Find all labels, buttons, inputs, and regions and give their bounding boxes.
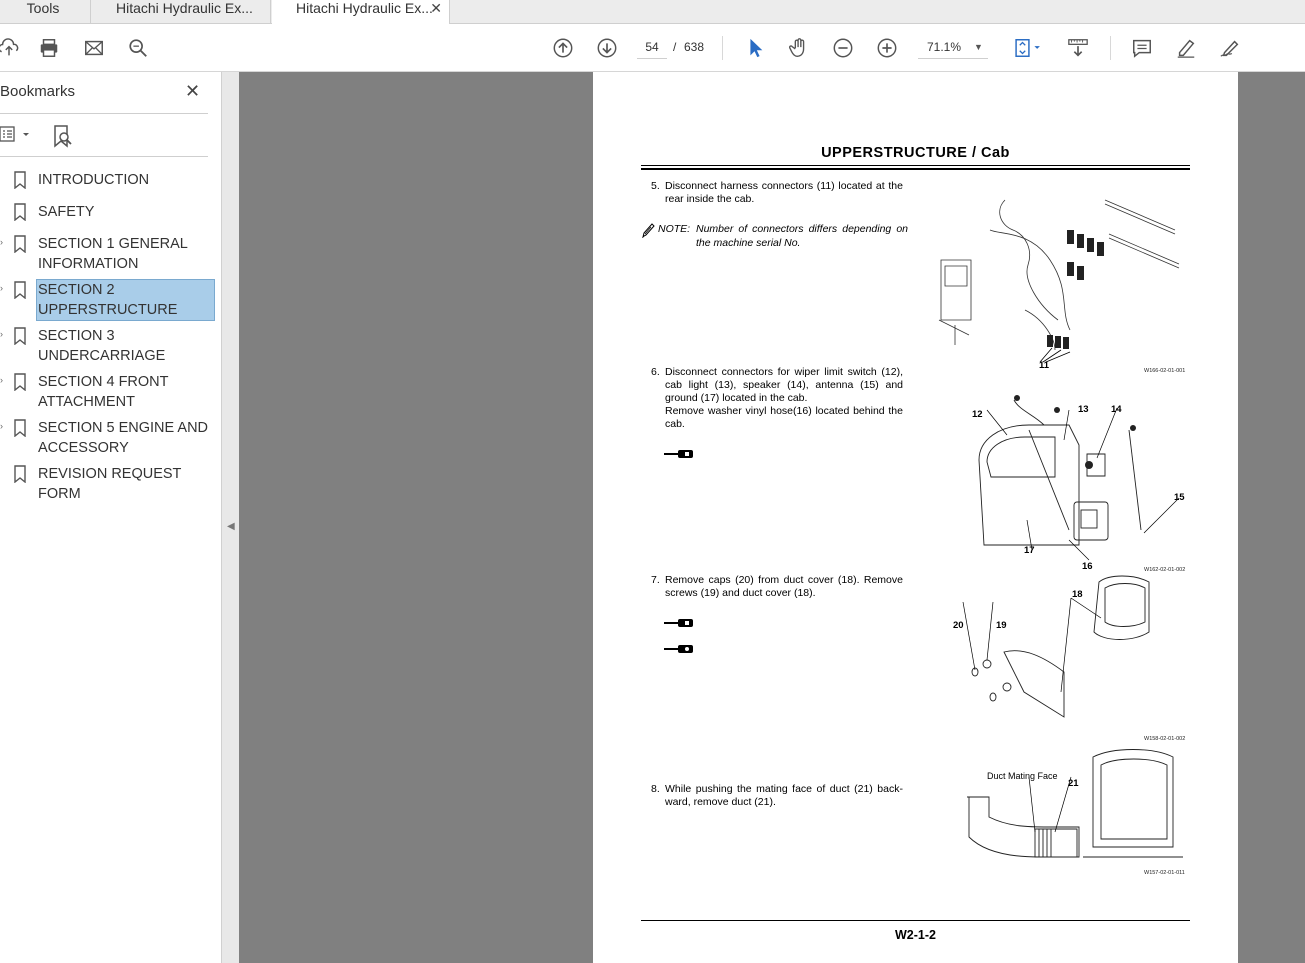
close-icon[interactable]: ✕ [185, 81, 201, 101]
bookmark-label: SECTION 1 GENERAL INFORMATION [38, 236, 188, 272]
toolbar-divider [1110, 36, 1111, 60]
title-rule [641, 165, 1190, 166]
step-number: 6. [651, 366, 660, 378]
bookmark-label: REVISION REQUEST FORM [38, 466, 182, 502]
callout-21: 21 [1068, 778, 1079, 789]
divider [0, 156, 208, 157]
document-page [593, 72, 1238, 963]
wrench-icon [664, 615, 694, 633]
zoom-out-icon[interactable] [831, 36, 855, 60]
callout-11: 11 [1039, 360, 1050, 371]
figure-code: W158-02-01-002 [1144, 736, 1186, 742]
fit-page-icon[interactable] [1011, 36, 1045, 60]
zoom-select[interactable] [918, 36, 988, 59]
footer-rule [641, 920, 1190, 921]
bookmark-icon [14, 327, 26, 350]
callout-duct-mating-face: Duct Mating Face [987, 771, 1058, 781]
step-5 [651, 180, 903, 206]
callout-17: 17 [1024, 545, 1035, 556]
zoom-value: 71.1% [927, 40, 962, 54]
page-down-icon[interactable] [595, 36, 619, 60]
step-text-2: Remove washer vinyl hose(16) located behind the cab. [665, 405, 903, 430]
print-icon[interactable] [37, 36, 61, 60]
figure-code: W162-02-01-002 [1144, 567, 1186, 573]
panel-splitter[interactable] [222, 72, 239, 963]
bookmarks-title: Bookmarks [0, 83, 76, 100]
find-bookmark-icon[interactable] [52, 124, 74, 153]
chevron-right-icon[interactable]: › [0, 283, 3, 293]
tab-tools-label: Tools [26, 0, 60, 16]
tab-tools[interactable] [0, 0, 91, 23]
pencil-icon [641, 222, 655, 242]
chevron-right-icon[interactable]: › [0, 237, 3, 247]
callout-15: 15 [1174, 492, 1185, 503]
bookmark-label: SECTION 2 UPPERSTRUCTURE [37, 280, 214, 320]
step-text: Remove caps (20) from duct cover (18). Remove screws (19) and duct cover (18). [665, 574, 903, 599]
bookmark-label: SAFETY [38, 204, 95, 220]
bookmark-icon [14, 235, 26, 258]
step-8 [651, 783, 903, 809]
step-text: Disconnect harness connectors (11) located at the rear inside the cab. [665, 180, 903, 205]
bookmark-label: INTRODUCTION [38, 172, 150, 188]
zoom-in-icon[interactable] [875, 36, 899, 60]
callout-12: 12 [972, 409, 983, 420]
figure-code: W166-02-01-001 [1144, 368, 1186, 374]
step-7 [651, 574, 903, 600]
wrench-icon [664, 446, 694, 464]
bookmark-label: SECTION 5 ENGINE AND ACCESSORY [38, 420, 209, 456]
select-arrow-icon[interactable] [743, 36, 767, 60]
tab-document-2[interactable] [272, 0, 450, 24]
page-total: 638 [684, 40, 705, 54]
bookmark-icon [14, 465, 26, 488]
page-title: UPPERSTRUCTURE / Cab [821, 145, 1010, 161]
highlight-icon[interactable] [1174, 36, 1198, 60]
search-icon[interactable] [126, 36, 150, 60]
tab-document-1[interactable] [91, 0, 271, 23]
toolbar-divider [722, 36, 723, 60]
bookmark-icon [14, 171, 26, 194]
callout-16: 16 [1082, 561, 1093, 572]
callout-14: 14 [1111, 404, 1122, 415]
bookmark-icon [14, 203, 26, 226]
duct-figure [963, 747, 1188, 872]
bookmark-label: SECTION 3 UNDERCARRIAGE [38, 328, 166, 364]
scroll-mode-icon[interactable] [1066, 36, 1090, 60]
upload-cloud-icon[interactable] [0, 36, 21, 60]
step-number: 8. [651, 783, 660, 795]
chevron-right-icon[interactable]: › [0, 421, 3, 431]
divider [0, 113, 208, 114]
sign-icon[interactable] [1218, 36, 1242, 60]
collapse-panel-icon[interactable]: ◀ [227, 521, 235, 532]
tab-bar [0, 0, 1305, 24]
page-number: W2-1-2 [895, 928, 936, 942]
comment-icon[interactable] [1130, 36, 1154, 60]
bookmark-icon [14, 281, 26, 304]
step-text: While pushing the mating face of duct (21) back-ward, remove duct (21). [665, 783, 903, 808]
step-number: 5. [651, 180, 660, 192]
cab-connectors-figure [969, 390, 1189, 567]
tab-document-1-label: Hitachi Hydraulic Ex... [116, 0, 253, 16]
step-6 [651, 366, 903, 431]
toolbar [0, 24, 1305, 72]
callout-19: 19 [996, 620, 1007, 631]
options-menu-icon[interactable] [0, 124, 34, 151]
chevron-down-icon: ▼ [974, 42, 983, 52]
screwdriver-icon [664, 641, 694, 659]
page-number-input[interactable]: 54 [637, 36, 667, 59]
figure-code: W157-02-01-011 [1144, 870, 1185, 876]
page-up-icon[interactable] [551, 36, 575, 60]
step-text: Disconnect connectors for wiper limit switch (12), cab light (13), speaker (14), antenna (15) and ground (17) located in the cab. [665, 366, 903, 404]
hand-icon[interactable] [787, 36, 811, 60]
bookmarks-panel [0, 72, 222, 963]
tab-close-icon[interactable]: ✕ [430, 0, 442, 16]
email-icon[interactable] [82, 36, 106, 60]
duct-cover-figure [949, 572, 1174, 729]
harness-connector-figure [935, 190, 1185, 375]
callout-18: 18 [1072, 589, 1083, 600]
callout-20: 20 [953, 620, 964, 631]
bookmark-icon [14, 373, 26, 396]
note-prefix: NOTE: [658, 223, 691, 235]
tab-document-2-label: Hitachi Hydraulic Ex... [296, 0, 433, 16]
callout-13: 13 [1078, 404, 1089, 415]
bookmark-label: SECTION 4 FRONT ATTACHMENT [38, 374, 169, 410]
chevron-right-icon[interactable]: › [0, 375, 3, 385]
note-text: Number of connectors differs depending on the machine serial No. [696, 223, 908, 249]
bookmark-icon [14, 419, 26, 442]
title-rule [641, 168, 1190, 170]
step-number: 7. [651, 574, 660, 586]
page-separator: / [673, 40, 677, 54]
chevron-right-icon[interactable]: › [0, 329, 3, 339]
